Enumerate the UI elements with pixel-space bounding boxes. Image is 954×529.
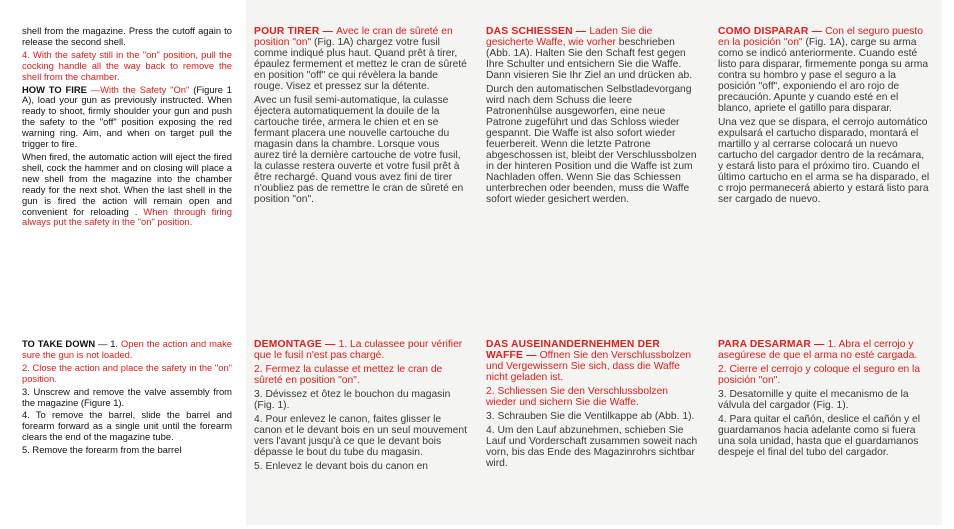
french-fire-heading: POUR TIRER — — [254, 26, 337, 37]
german-fire-paragraph-2: Durch den automatischen Selbstladevorgang wird nach dem Schuss die leere Patronenhülse ausgeworfen, eine neue Patrone zugeführt und das Schloss wieder gespannt. Die Waffe ist also sofort wieder feuerbereit. Wenn die letzte Patrone abgeschossen ist, bleibt der Verschlussbolzen in der hinteren Position und die Waffe ist zum Nachladen offen. Wenn Sie das Schiessen unterbrechen oder beenden, muss die Waffe sofort wieder gesichert werden. — [486, 84, 697, 205]
french-fire-section — [254, 26, 468, 208]
spanish-fire-paragraph: COMO DISPARAR — Con el seguro puesto en la posición "on" (Fig. 1A), carge su arma como se indicó anteriormente. Cuando esté listo para disparar, firmemente ponga su arma contra su hombro y pase el seguro a la posición "off", exponiendo el aro rojo de precaución. Apunte y cuando esté en el blanco, apriete el gatillo para disparar. — [718, 26, 929, 114]
spanish-dismantle-3: 3. Desatornille y quite el mecanismo de la válvula del cargador (Fig. 1). — [718, 389, 909, 411]
spanish-column — [710, 0, 942, 525]
spanish-dismantle-1: PARA DESARMAR — 1. Abra el cerrojo y asegúrese de que el arma no esté cargada. — [718, 339, 918, 361]
spanish-dismantle-heading: PARA DESARMAR — — [718, 339, 828, 350]
french-dismantle-heading: DEMONTAGE — — [254, 339, 339, 350]
english-takedown-1: TO TAKE DOWN — 1. Open the action and make sure the gun is not loaded. — [22, 338, 232, 360]
french-fire-paragraph: POUR TIRER — Avec le cran de sûreté en position "on" (Fig. 1A) chargez votre fusil comme indiqué plus haut. Quand prêt à tirer, épaulez fermement et mettez le cran de sûreté en position "off" ce qui révèlera la bande rouge. Visez et pressez sur la détente. — [254, 26, 467, 92]
english-fire-heading: HOW TO FIRE — [22, 83, 87, 95]
spanish-fire-section — [718, 26, 932, 208]
english-fire-section — [22, 26, 232, 230]
spanish-fire-paragraph-2: Una vez que se dispara, el cerrojo automático expulsará el cartucho disparado, montará el martillo y al cerrarse colocará un nuevo cartucho del cargador dentro de la recámara, y estará listo para el próximo tiro. Cuando el último cartucho en el arma se ha disparado, el c rrojo permanecerá abierto y estará listo para ser cargado de nuevo. — [718, 117, 930, 205]
english-top-paragraph: shell from the magazine. Press the cutoff again to release the second shell. — [22, 25, 232, 47]
english-step-4: 4. With the safety still in the "on" position, pull the cocking handle all the way back to remove the shell from the chamber. — [22, 48, 232, 82]
spanish-dismantle-2: 2. Cierre el cerrojo y coloque el seguro en la posición "on". — [718, 364, 921, 386]
english-column — [0, 0, 246, 529]
french-dismantle-1: DEMONTAGE — 1. La culassee pour vérifier que le fusil n'est pas chargé. — [254, 339, 463, 361]
french-dismantle-section — [254, 339, 468, 475]
french-dismantle-3: 3. Dévissez et ôtez le bouchon du magasin (Fig. 1). — [254, 389, 451, 411]
spanish-dismantle-4: 4. Para quitar el cañón, deslice el cañón y el guardamanos hacia adelante como si fuera una sola unidad, hasta que el guardamanos despeje el final del tubo del cargador. — [718, 414, 921, 458]
german-dismantle-heading: DAS AUSEINANDERNEHMEN DER WAFFE — — [486, 339, 660, 361]
spanish-fire-heading: COMO DISPARAR — — [718, 26, 826, 37]
german-dismantle-1: DAS AUSEINANDERNEHMEN DER WAFFE — Offnen Sie den Verschlussbolzen und Vergewissern Sie sich, dass die Waffe nicht geladen ist. — [486, 339, 692, 383]
french-fire-paragraph-2: Avec un fusil semi-automatique, la culasse éjectera automatiquement la douile de la cartouche tirée, armera le chien et en se fermant placera une nouvelle cartouche du magasin dans la chambre. Lorsque vous aurez tiré la dernière cartouche de votre fusil, la culasse restera ouverte et votre fusil prêt à être rechargé. Quand vous avez fini de tirer n'oubliez pas de remettre le cran de sûreté en position "on". — [254, 95, 464, 205]
english-takedown-5: 5. Remove the forearm from the barrel — [22, 444, 182, 456]
english-takedown-heading: TO TAKE DOWN — [22, 338, 96, 349]
french-dismantle-2: 2. Fermez la culasse et mettez le cran de sûreté en position "on". — [254, 364, 443, 386]
french-column — [246, 0, 478, 525]
french-dismantle-5: 5. Enlevez le devant bois du canon en — [254, 461, 429, 472]
german-column — [478, 0, 710, 525]
english-takedown-4: 4. To remove the barrel, slide the barrel and forearm forward as a single unit until the forearm clears the end of the magazine tube. — [22, 409, 232, 443]
german-dismantle-4: 4. Um den Lauf abzunehmen, schieben Sie Lauf und Vorderschaft zusammen soweit nach vorn, bis das Ende des Magazinrohrs sichtbar wird. — [486, 425, 698, 469]
german-fire-heading: DAS SCHIESSEN — — [486, 26, 590, 37]
english-takedown-section — [22, 339, 232, 458]
english-takedown-3: 3. Unscrew and remove the valve assembly from the magazine (Figure 1). — [22, 385, 232, 408]
english-fire-paragraph-2: When fired, the automatic action will eject the fired shell, cock the hammer and on closing will place a new shell from the magazine into the chamber ready for the next shot. When the last shell in the gun is fired the action will remain open and convenient for reloading . When through firing always put the safety in the "on" position. — [22, 150, 232, 228]
english-takedown-2: 2. Close the action and place the safety in the "on" position. — [22, 361, 232, 384]
german-fire-section — [486, 26, 700, 208]
german-fire-paragraph: DAS SCHIESSEN — Laden Sie die gesicherte Waffe, wie vorher beschrieben (Abb. 1A). Halten Sie den Schaft fest gegen Ihre Schulter und entsichern Sie die Waffe. Dann visieren Sie Ihr Ziel an und drücken ab. — [486, 26, 693, 81]
spanish-dismantle-section — [718, 339, 932, 461]
german-dismantle-3: 3. Schrauben Sie die Ventilkappe ab (Abb. 1). — [486, 411, 695, 422]
french-dismantle-4: 4. Pour enlevez le canon, faites glisser le canon et le devant bois en un seul mouvement vers l'avant jusqu'à ce que le devant bois dépasse le bout du tube du magasin. — [254, 414, 467, 458]
english-fire-paragraph: HOW TO FIRE —With the Safety "On" (Figure 1 A), load your gun as previously instructed. When ready to shoot, firmly shoulder your gun and push the safety to the "off" position exposing the red warning ring. Aim, and when on target pull the trigger to fire. — [22, 83, 233, 150]
german-dismantle-section — [486, 339, 700, 472]
german-dismantle-2: 2. Schliessen Sie den Verschlussbolzen wieder und sichern Sie die Waffe. — [486, 386, 669, 408]
